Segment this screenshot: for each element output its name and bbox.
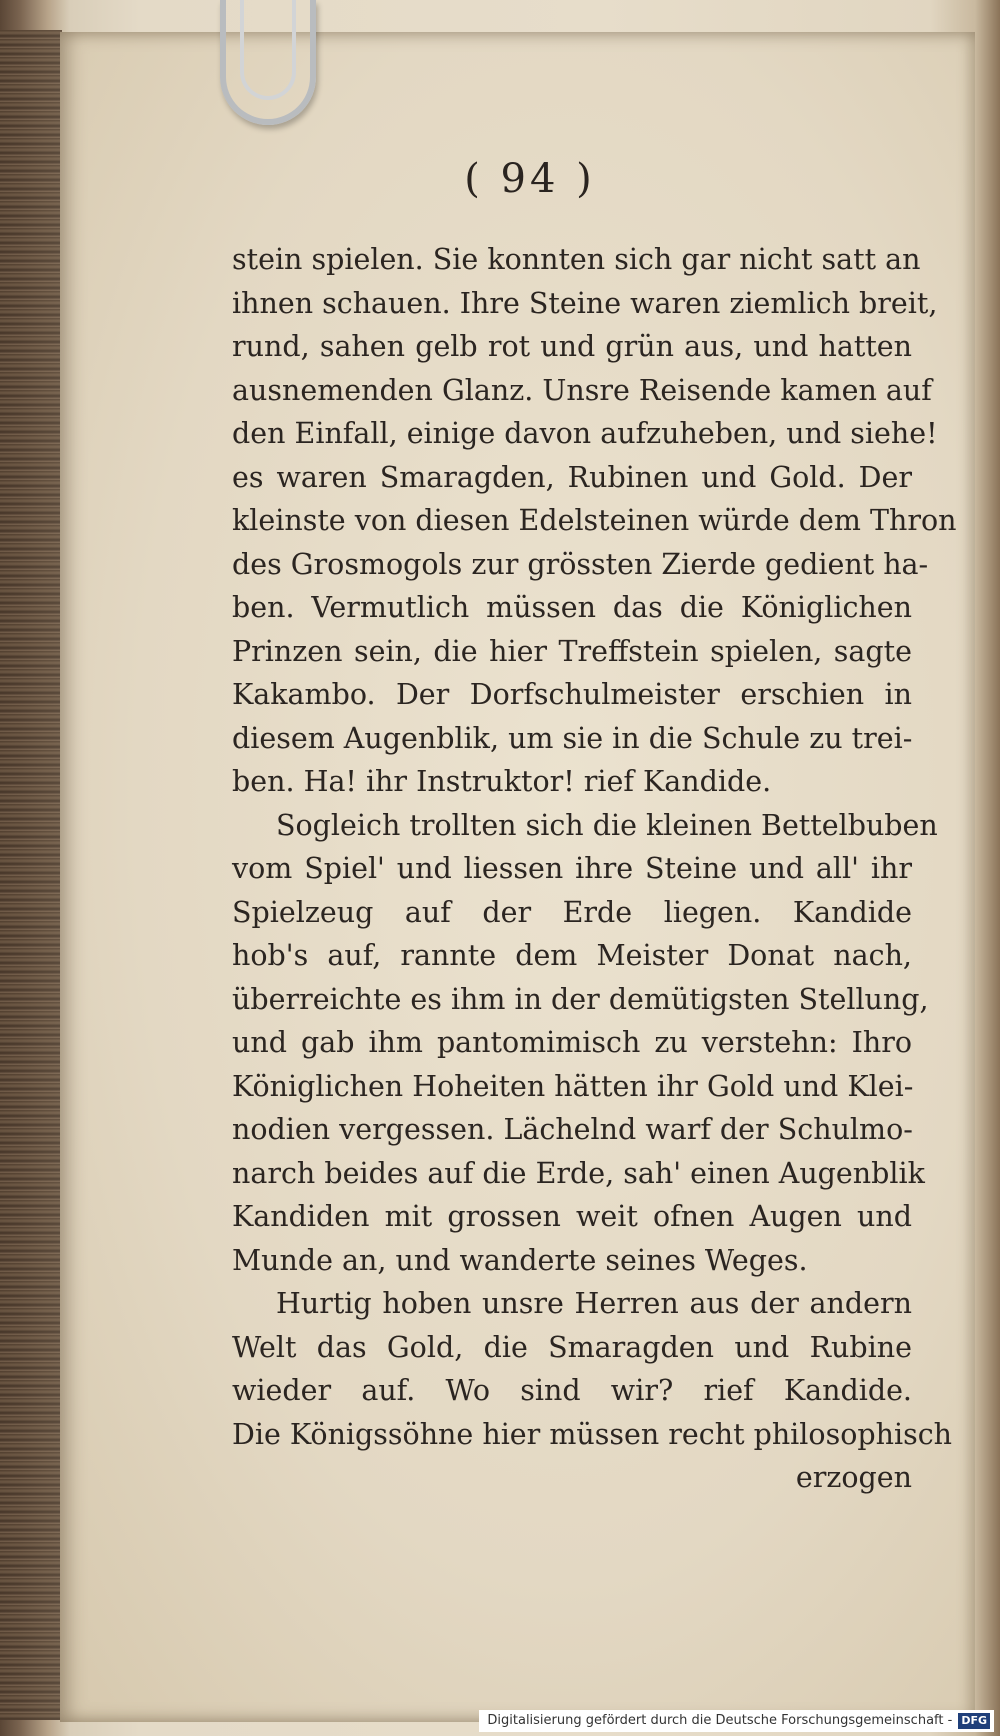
page-number: ( 94 )	[464, 156, 596, 202]
text-line: Prinzen sein, die hier Treffstein spielen, sagte	[232, 634, 912, 668]
text-line: Hurtig hoben unsre Herren aus der andern	[276, 1287, 912, 1320]
text-line: Munde an, und wanderte seines Weges.	[232, 1243, 808, 1277]
text-line: kleinste von diesen Edelsteinen würde dem Thron	[232, 504, 957, 537]
text-line: Sogleich trollten sich die kleinen Bettelbuben	[276, 808, 938, 842]
paper-clip	[220, 0, 316, 125]
text-line: und gab ihm pantomimisch zu verstehn: Ihro	[232, 1026, 912, 1059]
text-line: Spielzeug auf der Erde liegen. Kandide	[232, 895, 912, 929]
text-line: vom Spiel' und liessen ihre Steine und all' ihr	[232, 852, 912, 885]
text-line: Welt das Gold, die Smaragden und Rubine	[232, 1330, 912, 1364]
text-line: Kandiden mit grossen weit ofnen Augen und	[232, 1200, 912, 1233]
text-line: nodien vergessen. Lächelnd warf der Schulmo-	[232, 1113, 913, 1146]
digitization-footer	[479, 1710, 994, 1732]
text-line: hob's auf, rannte dem Meister Donat nach,	[232, 939, 912, 972]
body-text	[232, 238, 957, 1500]
text-line: ihnen schauen. Ihre Steine waren ziemlich breit,	[232, 286, 938, 320]
text-line: erzogen	[795, 1461, 912, 1494]
text-line: Die Königssöhne hier müssen recht philosophisch	[232, 1417, 953, 1451]
text-line: ben. Vermutlich müssen das die Königlichen	[232, 591, 912, 624]
text-line: den Einfall, einige davon aufzuheben, und siehe!	[232, 417, 938, 450]
footer-credit: Digitalisierung gefördert durch die Deutsche Forschungsgemeinschaft -	[487, 1713, 953, 1728]
text-line: Kakambo. Der Dorfschulmeister erschien in	[232, 678, 912, 711]
dfg-logo: DFG	[958, 1713, 990, 1729]
text-line: des Grosmogols zur grössten Zierde gedient ha-	[232, 547, 929, 581]
text-line: ausnemenden Glanz. Unsre Reisende kamen auf	[232, 373, 932, 407]
text-line: ben. Ha! ihr Instruktor! rief Kandide.	[232, 765, 772, 798]
text-line: narch beides auf die Erde, sah' einen Augenblik	[232, 1156, 925, 1190]
text-line: diesem Augenblik, um sie in die Schule zu trei-	[232, 721, 913, 755]
text-line: stein spielen. Sie konnten sich gar nicht satt an	[232, 243, 921, 276]
text-line: rund, sahen gelb rot und grün aus, und hatten	[232, 330, 912, 363]
text-line: überreichte es ihm in der demütigsten Stellung,	[232, 982, 929, 1016]
text-line: wieder auf. Wo sind wir? rief Kandide.	[232, 1374, 912, 1407]
text-line: Königlichen Hoheiten hätten ihr Gold und Klei-	[232, 1069, 914, 1103]
text-line: es waren Smaragden, Rubinen und Gold. Der	[232, 460, 912, 494]
book-page-edges	[0, 30, 62, 1720]
